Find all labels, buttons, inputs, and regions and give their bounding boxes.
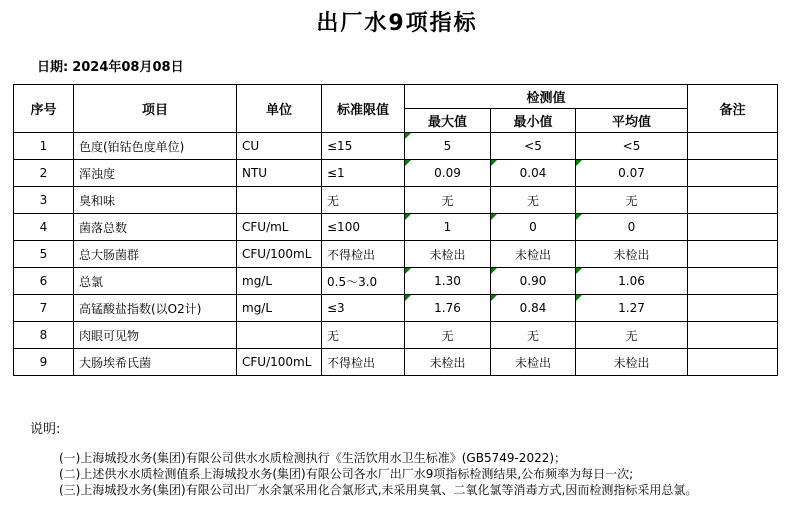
- table-body: [14, 133, 778, 376]
- cell-unit: NTU: [237, 160, 322, 187]
- cell-unit: mg/L: [237, 295, 322, 322]
- cell-limit: ≤1: [322, 160, 405, 187]
- cell-avg: 未检出: [576, 241, 688, 268]
- cell-item: 色度(铂钴色度单位): [74, 133, 237, 160]
- cell-remark: [688, 268, 778, 295]
- note-item: (二)上述供水水质检测值系上海城投水务(集团)有限公司各水厂出厂水9项指标检测结果,公布频率为每日一次;: [59, 467, 634, 481]
- cell-index: 1: [14, 133, 74, 160]
- cell-item: 臭和味: [74, 187, 237, 214]
- cell-limit: ≤15: [322, 133, 405, 160]
- cell-item: 高锰酸盐指数(以O2计): [74, 295, 237, 322]
- cell-item: 浑浊度: [74, 160, 237, 187]
- cell-index: 4: [14, 214, 74, 241]
- cell-min: 0.04: [491, 160, 576, 187]
- cell-avg: 未检出: [576, 349, 688, 376]
- cell-item: 总氯: [74, 268, 237, 295]
- cell-unit: [237, 322, 322, 349]
- date-value: 2024年08月08日: [72, 60, 184, 75]
- cell-min: 0.90: [491, 268, 576, 295]
- header-min: 最小值: [491, 109, 576, 133]
- cell-max: 1.76: [405, 295, 491, 322]
- cell-unit: mg/L: [237, 268, 322, 295]
- cell-remark: [688, 160, 778, 187]
- table-row: [14, 160, 778, 187]
- cell-min: 未检出: [491, 349, 576, 376]
- cell-avg: <5: [576, 133, 688, 160]
- header-unit: 单位: [237, 85, 322, 133]
- cell-max: 1.30: [405, 268, 491, 295]
- cell-limit: 无: [322, 322, 405, 349]
- cell-avg: 1.27: [576, 295, 688, 322]
- cell-avg: 1.06: [576, 268, 688, 295]
- cell-limit: 不得检出: [322, 241, 405, 268]
- cell-unit: CU: [237, 133, 322, 160]
- cell-avg: 无: [576, 322, 688, 349]
- table-row: [14, 349, 778, 376]
- header-detection: 检测值: [405, 85, 688, 109]
- cell-remark: [688, 133, 778, 160]
- table-row: [14, 187, 778, 214]
- cell-remark: [688, 241, 778, 268]
- table-row: [14, 241, 778, 268]
- cell-remark: [688, 187, 778, 214]
- header-item: 项目: [74, 85, 237, 133]
- cell-avg: 0: [576, 214, 688, 241]
- cell-limit: 无: [322, 187, 405, 214]
- cell-index: 2: [14, 160, 74, 187]
- note-item: (三)上海城投水务(集团)有限公司出厂水余氯采用化合氯形式,未采用臭氧、二氧化氯等消毒方式,因而检测指标采用总氯。: [59, 483, 698, 497]
- cell-avg: 0.07: [576, 160, 688, 187]
- notes-label: 说明:: [30, 422, 61, 437]
- cell-remark: [688, 349, 778, 376]
- cell-avg: 无: [576, 187, 688, 214]
- cell-item: 总大肠菌群: [74, 241, 237, 268]
- table-row: [14, 322, 778, 349]
- table-row: [14, 214, 778, 241]
- cell-index: 6: [14, 268, 74, 295]
- cell-index: 8: [14, 322, 74, 349]
- header-limit: 标准限值: [322, 85, 405, 133]
- cell-min: 无: [491, 322, 576, 349]
- cell-limit: 0.5～3.0: [322, 268, 405, 295]
- table-row: [14, 133, 778, 160]
- cell-max: 0.09: [405, 160, 491, 187]
- cell-limit: 不得检出: [322, 349, 405, 376]
- cell-unit: CFU/100mL: [237, 349, 322, 376]
- cell-index: 7: [14, 295, 74, 322]
- cell-max: 无: [405, 187, 491, 214]
- page-title: 出厂水9项指标: [316, 11, 478, 36]
- cell-min: 无: [491, 187, 576, 214]
- cell-item: 肉眼可见物: [74, 322, 237, 349]
- table-row: [14, 295, 778, 322]
- note-item: (一)上海城投水务(集团)有限公司供水水质检测执行《生活饮用水卫生标准》(GB5749-2022)；: [59, 451, 567, 465]
- cell-max: 无: [405, 322, 491, 349]
- header-remark: 备注: [688, 85, 778, 133]
- water-quality-table: [13, 84, 778, 376]
- cell-item: 大肠埃希氏菌: [74, 349, 237, 376]
- cell-limit: ≤3: [322, 295, 405, 322]
- header-avg: 平均值: [576, 109, 688, 133]
- cell-remark: [688, 295, 778, 322]
- cell-limit: ≤100: [322, 214, 405, 241]
- cell-max: 1: [405, 214, 491, 241]
- cell-unit: [237, 187, 322, 214]
- table-row: [14, 268, 778, 295]
- cell-max: 5: [405, 133, 491, 160]
- cell-min: 0.84: [491, 295, 576, 322]
- cell-min: 0: [491, 214, 576, 241]
- cell-item: 菌落总数: [74, 214, 237, 241]
- cell-max: 未检出: [405, 349, 491, 376]
- cell-remark: [688, 214, 778, 241]
- cell-unit: CFU/100mL: [237, 241, 322, 268]
- cell-index: 3: [14, 187, 74, 214]
- cell-index: 5: [14, 241, 74, 268]
- notes-list: [59, 450, 697, 498]
- header-max: 最大值: [405, 109, 491, 133]
- report-date: [37, 56, 184, 75]
- cell-min: 未检出: [491, 241, 576, 268]
- cell-max: 未检出: [405, 241, 491, 268]
- cell-unit: CFU/mL: [237, 214, 322, 241]
- cell-min: <5: [491, 133, 576, 160]
- cell-remark: [688, 322, 778, 349]
- header-index: 序号: [14, 85, 74, 133]
- date-label: 日期:: [37, 60, 69, 75]
- cell-index: 9: [14, 349, 74, 376]
- table-header: [14, 85, 778, 133]
